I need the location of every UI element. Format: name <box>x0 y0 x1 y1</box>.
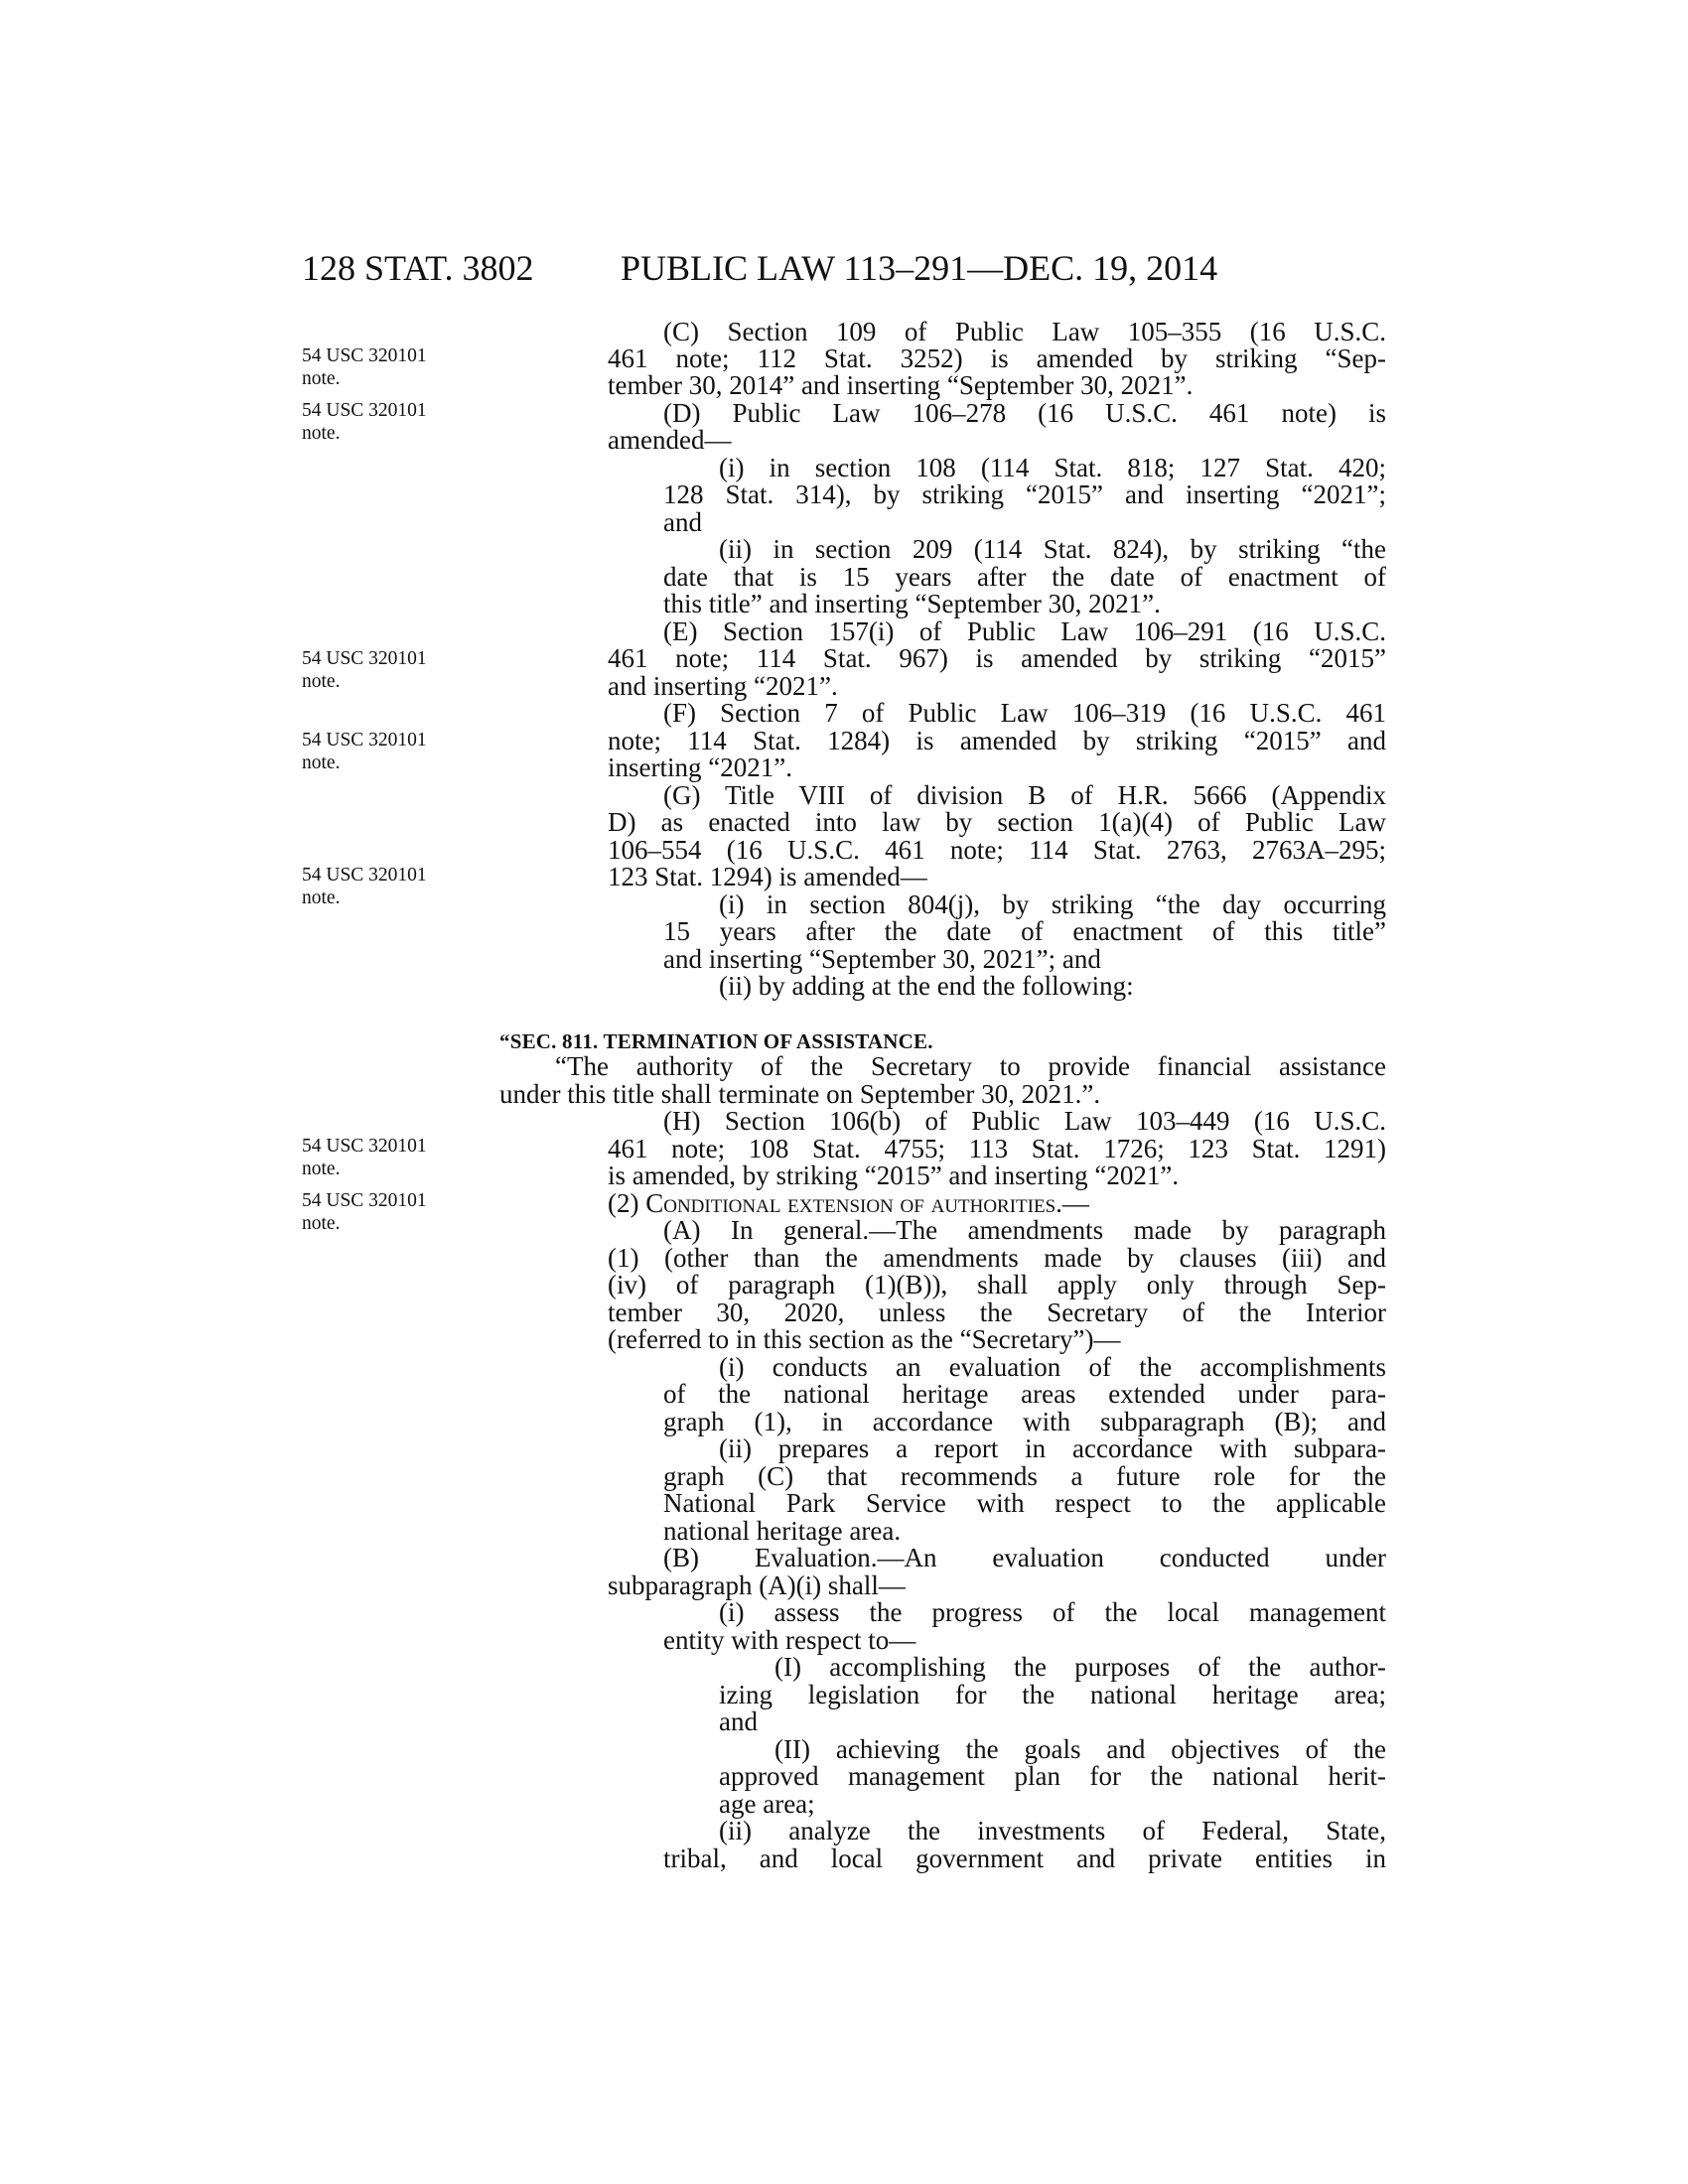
text-line: graph (1), in accordance with subparagraph (B); and <box>663 1407 1386 1436</box>
text-line: (i) in section 804(j), by striking “the day occurring <box>719 889 1386 919</box>
margin-note-line: 54 USC 320101 <box>302 730 427 751</box>
margin-note-line: 54 USC 320101 <box>302 1136 427 1157</box>
text-line: (H) Section 106(b) of Public Law 103–449 (16 U.S.C. <box>663 1106 1386 1136</box>
text-line: (2) Conditional extension of authorities.— <box>608 1188 1089 1218</box>
text-line: (A) In general.—The amendments made by paragraph <box>663 1215 1386 1245</box>
text-line: this title” and inserting “September 30, 2021”. <box>663 589 1161 618</box>
text-line: and <box>719 1706 758 1736</box>
text-line: D) as enacted into law by section 1(a)(4) of Public Law <box>608 807 1386 837</box>
margin-note-line: 54 USC 320101 <box>302 1190 427 1211</box>
margin-note-line: note. <box>302 887 341 908</box>
margin-note-line: note. <box>302 752 341 773</box>
text-line: izing legislation for the national heritage area; <box>719 1680 1386 1709</box>
margin-note-line: note. <box>302 1213 341 1234</box>
text-line: (G) Title VIII of division B of H.R. 5666 (Appendix <box>663 780 1386 810</box>
margin-note <box>302 1189 481 1235</box>
text-line: and <box>663 507 702 537</box>
margin-note <box>302 729 481 774</box>
text-line: entity with respect to— <box>663 1625 916 1655</box>
text-line: (iv) of paragraph (1)(B)), shall apply only through Sep- <box>608 1270 1386 1299</box>
text-line: 15 years after the date of enactment of this title” <box>663 916 1386 946</box>
text-line: tember 30, 2020, unless the Secretary of the Interior <box>608 1297 1386 1327</box>
text-line: note; 114 Stat. 1284) is amended by striking “2015” and <box>608 726 1386 755</box>
text-line: National Park Service with respect to the applicable <box>663 1488 1386 1518</box>
text-line: graph (C) that recommends a future role for the <box>663 1461 1386 1491</box>
margin-note-line: 54 USC 320101 <box>302 648 427 669</box>
text-line: date that is 15 years after the date of enactment of <box>663 562 1386 592</box>
page-reference: 128 STAT. 3802 <box>302 248 534 288</box>
text-line: age area; <box>719 1789 815 1819</box>
margin-note-line: 54 USC 320101 <box>302 400 427 421</box>
text-line: (C) Section 109 of Public Law 105–355 (16 U.S.C. <box>663 317 1386 346</box>
text-line: (ii) by adding at the end the following: <box>719 971 1134 1001</box>
text-line: under this title shall terminate on September 30, 2021.”. <box>499 1079 1101 1109</box>
text-line: national heritage area. <box>663 1516 902 1546</box>
margin-note <box>302 344 481 390</box>
margin-note-line: note. <box>302 671 341 692</box>
text-line: 461 note; 114 Stat. 967) is amended by striking “2015” <box>608 643 1386 673</box>
margin-note-line: 54 USC 320101 <box>302 345 427 366</box>
section-heading: “SEC. 811. TERMINATION OF ASSISTANCE. <box>499 1029 933 1053</box>
margin-note <box>302 647 481 693</box>
text-line: inserting “2021”. <box>608 752 792 782</box>
text-line: tribal, and local government and private entities in <box>663 1843 1386 1873</box>
text-line: (ii) prepares a report in accordance with subpara- <box>719 1433 1386 1463</box>
text-line: (1) (other than the amendments made by clauses (iii) and <box>608 1243 1386 1273</box>
text-line: (i) assess the progress of the local management <box>719 1597 1386 1627</box>
text-line: (II) achieving the goals and objectives of the <box>774 1734 1386 1764</box>
text-line: (B) Evaluation.—An evaluation conducted under <box>663 1543 1386 1572</box>
margin-note-line: note. <box>302 423 341 444</box>
text-line: (referred to in this section as the “Secretary”)— <box>608 1324 1121 1354</box>
text-line: (i) conducts an evaluation of the accomplishments <box>719 1352 1386 1382</box>
text-line: 123 Stat. 1294) is amended— <box>608 862 927 891</box>
text-line: (ii) in section 209 (114 Stat. 824), by striking “the <box>719 534 1386 564</box>
text-line: and inserting “September 30, 2021”; and <box>663 944 1101 974</box>
text-line: 461 note; 108 Stat. 4755; 113 Stat. 1726; 123 Stat. 1291) <box>608 1134 1386 1163</box>
text-line: (D) Public Law 106–278 (16 U.S.C. 461 note) is <box>663 398 1386 428</box>
text-line: approved management plan for the national herit- <box>719 1761 1386 1791</box>
text-line: and inserting “2021”. <box>608 671 838 701</box>
text-line: amended— <box>608 425 732 455</box>
text-line: (F) Section 7 of Public Law 106–319 (16 U.S.C. 461 <box>663 698 1386 728</box>
text-line: 461 note; 112 Stat. 3252) is amended by striking “Sep- <box>608 343 1386 373</box>
text-line: subparagraph (A)(i) shall— <box>608 1570 906 1600</box>
text-line: of the national heritage areas extended under para- <box>663 1379 1386 1409</box>
text-line: (E) Section 157(i) of Public Law 106–291 (16 U.S.C. <box>663 616 1386 646</box>
margin-note <box>302 1135 481 1180</box>
margin-note <box>302 864 481 909</box>
text-line: (I) accomplishing the purposes of the author- <box>774 1652 1386 1682</box>
text-line: (i) in section 108 (114 Stat. 818; 127 Stat. 420; <box>719 453 1386 482</box>
margin-note-line: 54 USC 320101 <box>302 865 427 886</box>
margin-note-line: note. <box>302 1159 341 1179</box>
text-line: tember 30, 2014” and inserting “September 30, 2021”. <box>608 370 1194 400</box>
text-line: is amended, by striking “2015” and inserting “2021”. <box>608 1160 1180 1190</box>
text-line: 106–554 (16 U.S.C. 461 note; 114 Stat. 2763, 2763A–295; <box>608 835 1386 865</box>
text-line: “The authority of the Secretary to provide financial assistance <box>555 1051 1386 1081</box>
margin-note <box>302 399 481 445</box>
margin-note-line: note. <box>302 368 341 389</box>
text-line: 128 Stat. 314), by striking “2015” and inserting “2021”; <box>663 479 1386 509</box>
text-line: (ii) analyze the investments of Federal, State, <box>719 1816 1386 1845</box>
running-header-title: PUBLIC LAW 113–291—DEC. 19, 2014 <box>621 248 1218 288</box>
